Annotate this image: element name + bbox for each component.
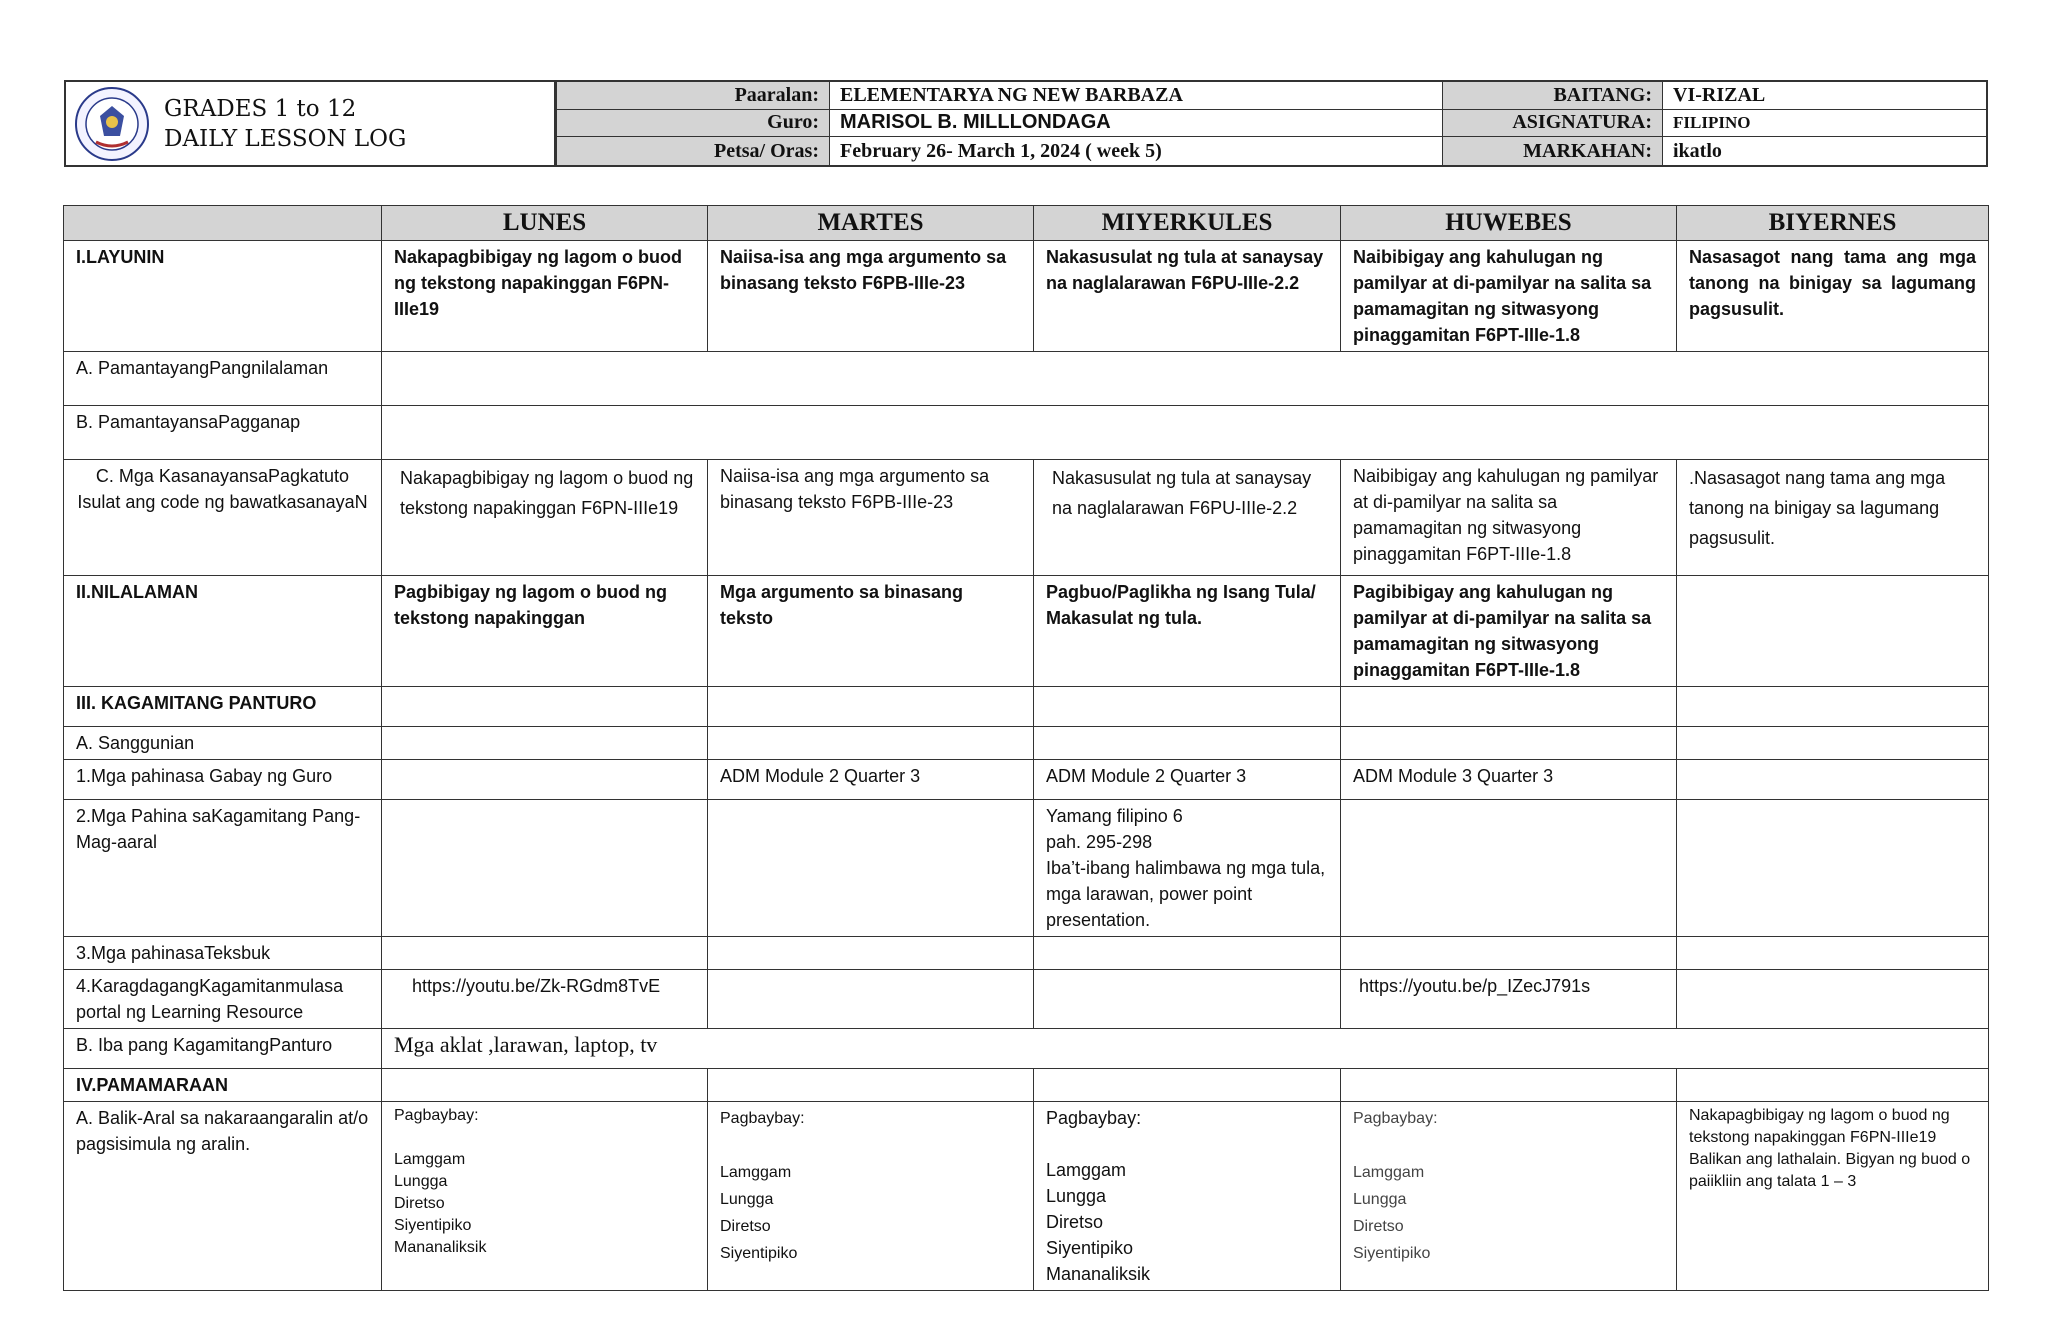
iba-pang-value: Mga aklat ,larawan, laptop, tv	[382, 1029, 1989, 1069]
gabay-lunes	[382, 760, 708, 800]
nilalaman-biyernes	[1677, 576, 1989, 687]
table-cell	[1034, 937, 1341, 970]
table-cell	[382, 687, 708, 727]
kasanayan-huwebes: Naibibigay ang kahulugan ng pamilyar at di-pamilyar na salita sa pamamagitan ng sitwasyong pinaggamitan F6PT-IIIe-1.8	[1341, 460, 1677, 576]
row-label-gabay: 1.Mga pahinasa Gabay ng Guro	[64, 760, 382, 800]
day-header-miyerkules: MIYERKULES	[1034, 206, 1341, 241]
paaralan-label: Paaralan:	[556, 82, 829, 110]
table-row	[64, 760, 1989, 800]
balik-aral-lunes: Pagbaybay: Lamggam Lungga Diretso Siyentipiko Mananaliksik	[382, 1102, 708, 1291]
day-header-biyernes: BIYERNES	[1677, 206, 1989, 241]
table-cell	[1677, 1069, 1989, 1102]
table-cell	[708, 937, 1034, 970]
row-label-pahina-kagamitan: 2.Mga Pahina saKagamitang Pang-Mag-aaral	[64, 800, 382, 937]
corner-cell	[64, 206, 382, 241]
table-cell	[382, 937, 708, 970]
pahina-kagamitan-miyerkules: Yamang filipino 6 pah. 295-298 Iba’t-ibang halimbawa ng mga tula, mga larawan, power point presentation.	[1034, 800, 1341, 937]
table-row	[64, 406, 1989, 460]
kasanayan-miyerkules: Nakasusulat ng tula at sanaysay na naglalarawan F6PU-IIIe-2.2	[1034, 460, 1341, 576]
row-label-kagamitan: III. KAGAMITANG PANTURO	[64, 687, 382, 727]
layunin-lunes: Nakapagbibigay ng lagom o buod ng tekstong napakinggan F6PN-IIIe19	[382, 241, 708, 352]
paaralan-value: ELEMENTARYA NG NEW BARBAZA	[829, 82, 1442, 110]
row-label-pamantayang-pangnilalaman: A. PamantayangPangnilalaman	[64, 352, 382, 406]
karagdagang-lunes-link[interactable]: https://youtu.be/Zk-RGdm8TvE	[382, 970, 708, 1029]
table-row	[64, 687, 1989, 727]
row-label-iba-pang: B. Iba pang KagamitangPanturo	[64, 1029, 382, 1069]
table-row	[64, 352, 1989, 406]
asignatura-label: ASIGNATURA:	[1442, 110, 1662, 138]
baitang-value: VI-RIZAL	[1662, 82, 1986, 110]
baitang-label: BAITANG:	[1442, 82, 1662, 110]
table-row	[64, 727, 1989, 760]
table-cell	[1341, 727, 1677, 760]
karagdagang-biyernes	[1677, 970, 1989, 1029]
balik-aral-huwebes: Pagbaybay: Lamggam Lungga Diretso Siyentipiko	[1341, 1102, 1677, 1291]
table-cell	[1341, 1069, 1677, 1102]
row-label-pamamaraan: IV.PAMAMARAAN	[64, 1069, 382, 1102]
table-cell	[1677, 937, 1989, 970]
table-cell	[708, 687, 1034, 727]
row-label-sanggunian: A. Sanggunian	[64, 727, 382, 760]
row-label-pamantayan-pagganap: B. PamantayansaPagganap	[64, 406, 382, 460]
nilalaman-lunes: Pagbibigay ng lagom o buod ng tekstong napakinggan	[382, 576, 708, 687]
balik-aral-biyernes: Nakapagbibigay ng lagom o buod ng tekstong napakinggan F6PN-IIIe19 Balikan ang lathalain. Bigyan ng buod o paiikliin ang talata 1 – 3	[1677, 1102, 1989, 1291]
kasanayan-biyernes: .Nasasagot nang tama ang mga tanong na binigay sa lagumang pagsusulit.	[1677, 460, 1989, 576]
table-row	[64, 1069, 1989, 1102]
gabay-martes: ADM Module 2 Quarter 3	[708, 760, 1034, 800]
header-info-grid	[556, 82, 1986, 165]
header-brand	[66, 82, 556, 165]
markahan-label: MARKAHAN:	[1442, 137, 1662, 165]
pamantayan-pagganap-value	[382, 406, 1989, 460]
table-row	[64, 1029, 1989, 1069]
header-title-line2: DAILY LESSON LOG	[164, 125, 407, 152]
header-title-line1: GRADES 1 to 12	[164, 95, 357, 122]
table-cell	[1677, 687, 1989, 727]
layunin-martes: Naiisa-isa ang mga argumento sa binasang teksto F6PB-IIIe-23	[708, 241, 1034, 352]
row-label-teksbuk: 3.Mga pahinasaTeksbuk	[64, 937, 382, 970]
karagdagang-huwebes-link[interactable]: https://youtu.be/p_IZecJ791s	[1341, 970, 1677, 1029]
day-header-lunes: LUNES	[382, 206, 708, 241]
deped-seal-icon	[74, 86, 150, 162]
table-cell	[382, 727, 708, 760]
row-label-nilalaman: II.NILALAMAN	[64, 576, 382, 687]
balik-aral-martes: Pagbaybay: Lamggam Lungga Diretso Siyentipiko	[708, 1102, 1034, 1291]
table-row	[64, 460, 1989, 576]
kasanayan-martes: Naiisa-isa ang mga argumento sa binasang teksto F6PB-IIIe-23	[708, 460, 1034, 576]
table-cell	[1034, 1069, 1341, 1102]
row-label-karagdagang: 4.KaragdagangKagamitanmulasa portal ng Learning Resource	[64, 970, 382, 1029]
table-cell	[1341, 687, 1677, 727]
row-label-balik-aral: A. Balik-Aral sa nakaraangaralin at/o pagsisimula ng aralin.	[64, 1102, 382, 1291]
table-row	[64, 970, 1989, 1029]
day-header-huwebes: HUWEBES	[1341, 206, 1677, 241]
petsa-value: February 26- March 1, 2024 ( week 5)	[829, 137, 1442, 165]
petsa-label: Petsa/ Oras:	[556, 137, 829, 165]
karagdagang-martes	[708, 970, 1034, 1029]
layunin-biyernes: Nasasagot nang tama ang mga tanong na binigay sa lagumang pagsusulit.	[1677, 241, 1989, 352]
pahina-kagamitan-huwebes	[1341, 800, 1677, 937]
table-cell	[1034, 727, 1341, 760]
layunin-miyerkules: Nakasusulat ng tula at sanaysay na naglalarawan F6PU-IIIe-2.2	[1034, 241, 1341, 352]
pahina-kagamitan-martes	[708, 800, 1034, 937]
row-label-layunin: I.LAYUNIN	[64, 241, 382, 352]
row-label-kasanayan: C. Mga KasanayansaPagkatuto Isulat ang code ng bawatkasanayaN	[64, 460, 382, 576]
kasanayan-lunes: Nakapagbibigay ng lagom o buod ng tekstong napakinggan F6PN-IIIe19	[382, 460, 708, 576]
karagdagang-miyerkules	[1034, 970, 1341, 1029]
table-cell	[1034, 687, 1341, 727]
nilalaman-martes: Mga argumento sa binasang teksto	[708, 576, 1034, 687]
guro-label: Guro:	[556, 110, 829, 138]
table-row	[64, 1102, 1989, 1291]
pamantayang-pangnilalaman-value	[382, 352, 1989, 406]
table-cell	[708, 1069, 1034, 1102]
lesson-table	[63, 205, 1989, 1291]
guro-value: MARISOL B. MILLLONDAGA	[829, 110, 1442, 138]
table-cell	[1341, 937, 1677, 970]
table-cell	[708, 727, 1034, 760]
table-row	[64, 576, 1989, 687]
layunin-huwebes: Naibibigay ang kahulugan ng pamilyar at di-pamilyar na salita sa pamamagitan ng sitwasyong pinaggamitan F6PT-IIIe-1.8	[1341, 241, 1677, 352]
gabay-biyernes	[1677, 760, 1989, 800]
day-header-row	[64, 206, 1989, 241]
balik-aral-miyerkules: Pagbaybay: Lamggam Lungga Diretso Siyentipiko Mananaliksik	[1034, 1102, 1341, 1291]
pahina-kagamitan-lunes	[382, 800, 708, 937]
table-row	[64, 241, 1989, 352]
markahan-value: ikatlo	[1662, 137, 1986, 165]
table-row	[64, 937, 1989, 970]
asignatura-value: FILIPINO	[1662, 110, 1986, 138]
nilalaman-miyerkules: Pagbuo/Paglikha ng Isang Tula/ Makasulat ng tula.	[1034, 576, 1341, 687]
day-header-martes: MARTES	[708, 206, 1034, 241]
gabay-miyerkules: ADM Module 2 Quarter 3	[1034, 760, 1341, 800]
table-cell	[382, 1069, 708, 1102]
pahina-kagamitan-biyernes	[1677, 800, 1989, 937]
lesson-log-header	[64, 80, 1988, 167]
gabay-huwebes: ADM Module 3 Quarter 3	[1341, 760, 1677, 800]
table-cell	[1677, 727, 1989, 760]
nilalaman-huwebes: Pagibibigay ang kahulugan ng pamilyar at di-pamilyar na salita sa pamamagitan ng sitwasyong pinaggamitan F6PT-IIIe-1.8	[1341, 576, 1677, 687]
table-row	[64, 800, 1989, 937]
